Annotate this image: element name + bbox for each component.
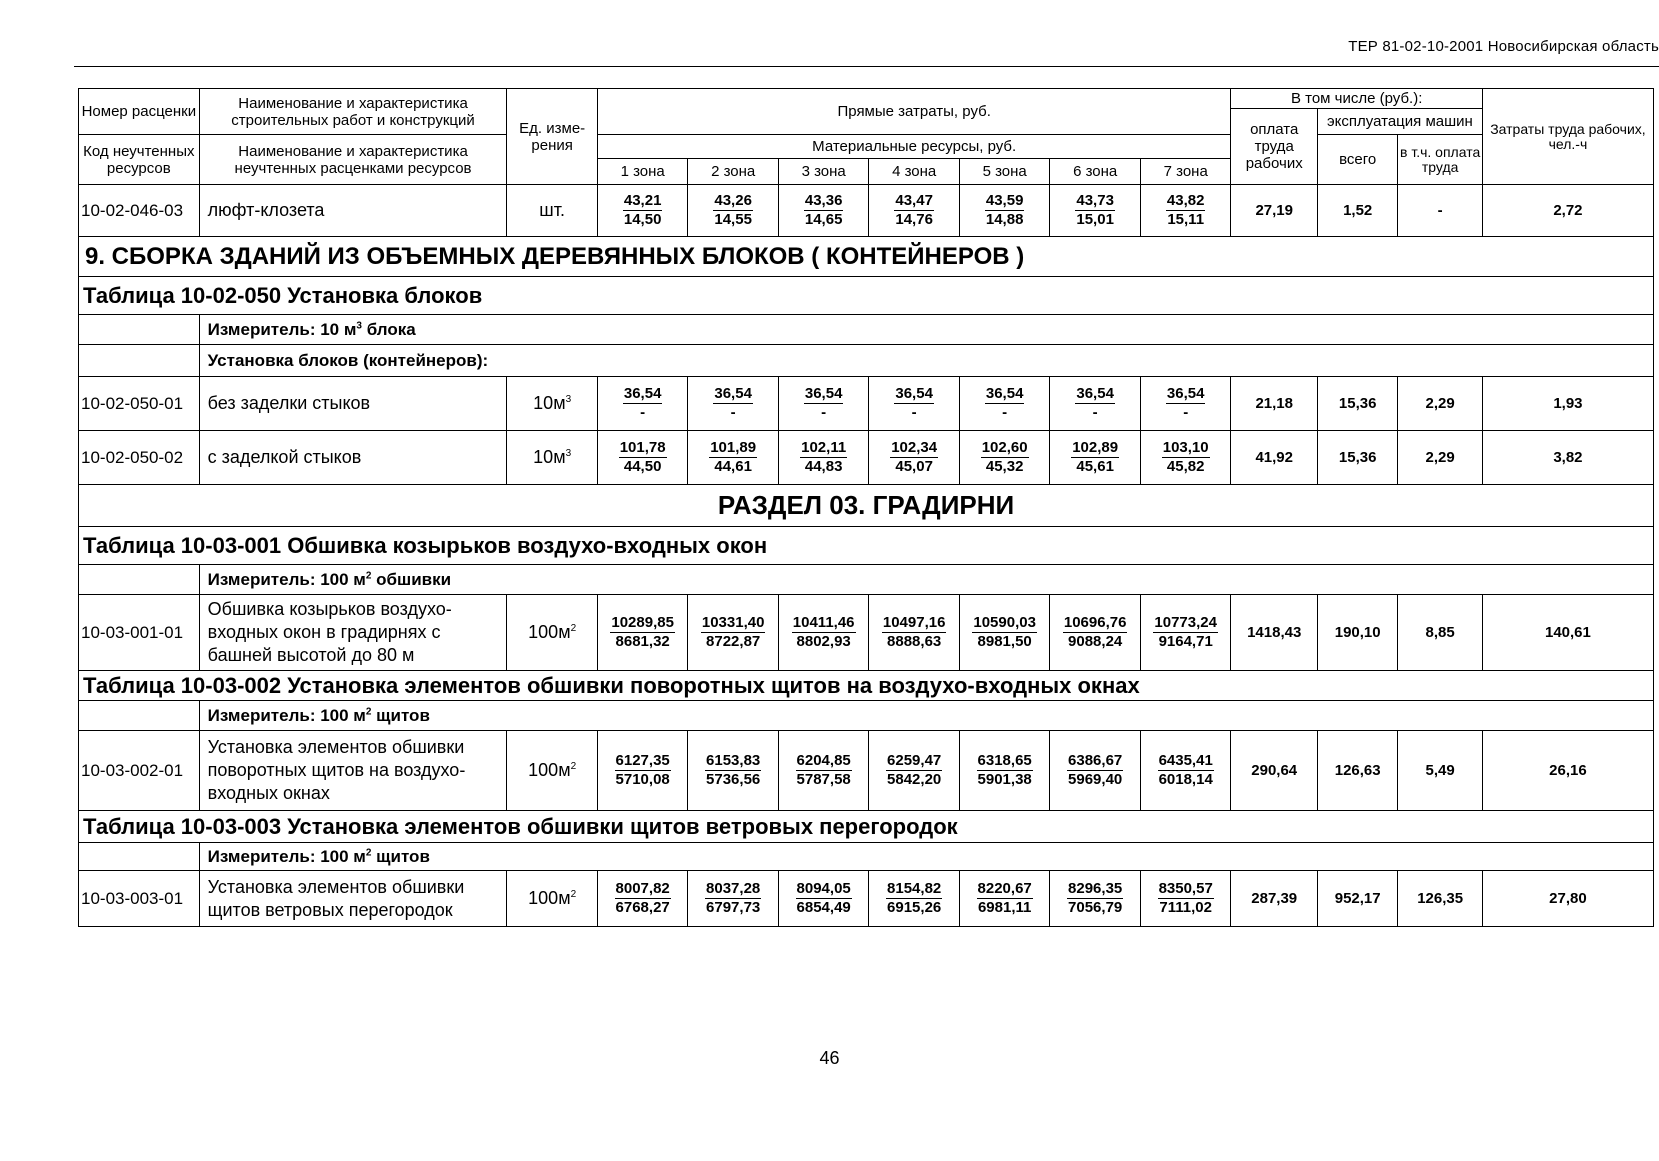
table-title: Таблица 10-03-001 Обшивка козырьков воздухо-входных окон — [79, 527, 1654, 565]
zone-header: 1 зона — [597, 159, 688, 185]
table-title-row — [79, 811, 1654, 843]
zone-price-total: 6435,41 — [1158, 752, 1213, 769]
zone-price-materials: 8722,87 — [706, 633, 761, 650]
zone-price-materials: 14,76 — [895, 211, 933, 228]
rate-code: 10-02-050-02 — [79, 431, 200, 485]
zone-price-total: 8007,82 — [615, 880, 670, 897]
including-header: В том числе (руб.): — [1231, 89, 1482, 109]
zone-price-total: 10590,03 — [973, 614, 1036, 631]
zone-price-total: 8037,28 — [706, 880, 761, 897]
unit: $100м^2$ — [507, 731, 598, 811]
zone-price-total: 43,36 — [804, 192, 843, 209]
zone-price-materials: 45,07 — [895, 458, 933, 475]
zone-price-total: 6318,65 — [977, 752, 1032, 769]
empty-cell — [79, 701, 200, 731]
zone-price-total: 36,54 — [895, 385, 933, 402]
machine-labor: 5,49 — [1398, 731, 1482, 811]
zone-price-materials: 8802,93 — [796, 633, 851, 650]
labor-pay: 287,39 — [1231, 871, 1317, 927]
zone-price — [1050, 431, 1141, 485]
rates-table — [78, 88, 1654, 927]
zone-price-total: 43,26 — [714, 192, 752, 209]
empty-cell — [79, 345, 200, 377]
labor-pay: 21,18 — [1231, 377, 1317, 431]
machine-total: 15,36 — [1317, 377, 1397, 431]
table-row — [79, 731, 1654, 811]
zone-price-materials: 44,50 — [623, 458, 662, 475]
zone-price — [959, 871, 1050, 927]
header-rule — [74, 66, 1659, 67]
group-row — [79, 345, 1654, 377]
machine-total: 1,52 — [1317, 185, 1397, 237]
section-row — [79, 485, 1654, 527]
zone-price-materials: 15,01 — [1076, 211, 1114, 228]
table-title-row — [79, 527, 1654, 565]
zone-price — [869, 731, 960, 811]
work-name-header: Наименование и характеристика строительных работ и конструкций — [199, 89, 507, 135]
zone-price — [778, 431, 869, 485]
labor-pay: 290,64 — [1231, 731, 1317, 811]
machine-labor: 126,35 — [1398, 871, 1482, 927]
zone-price-materials: 5901,38 — [977, 771, 1032, 788]
zone-header: 4 зона — [869, 159, 960, 185]
table-title: Таблица 10-03-002 Установка элементов обшивки поворотных щитов на воздухо-входных окнах — [79, 671, 1654, 701]
direct-costs-header: Прямые затраты, руб. — [597, 89, 1231, 135]
table-row — [79, 431, 1654, 485]
page-number: 46 — [819, 1048, 840, 1068]
zone-price — [1140, 731, 1231, 811]
machine-labor-header: в т.ч. оплата труда — [1398, 135, 1482, 185]
measure-row — [79, 843, 1654, 871]
zone-price-materials: 14,65 — [804, 211, 843, 228]
labor-pay: 27,19 — [1231, 185, 1317, 237]
resource-code-header: Код неучтенных ресурсов — [79, 135, 200, 185]
labor-hours: 27,80 — [1482, 871, 1653, 927]
zone-price — [597, 871, 688, 927]
labor-pay: 41,92 — [1231, 431, 1317, 485]
zone-price-total: 36,54 — [1076, 385, 1114, 402]
zone-price — [1050, 871, 1141, 927]
zone-price — [688, 377, 779, 431]
zone-price-total: 43,47 — [895, 192, 933, 209]
zone-price-materials: 9088,24 — [1068, 633, 1123, 650]
work-name: с заделкой стыков — [199, 431, 507, 485]
zone-price — [869, 431, 960, 485]
machine-total: 952,17 — [1317, 871, 1397, 927]
zone-price-total: 36,54 — [804, 385, 843, 402]
machine-total-header: всего — [1317, 135, 1397, 185]
zone-price-materials: 8888,63 — [887, 633, 942, 650]
labor-hours: 140,61 — [1482, 595, 1653, 671]
rate-code: 10-03-002-01 — [79, 731, 200, 811]
zone-price — [597, 185, 688, 237]
zone-price-materials: 7056,79 — [1068, 899, 1123, 916]
work-name: Обшивка козырьков воздухо-входных окон в градирнях с башней высотой до 80 м — [199, 595, 507, 671]
table-title-row — [79, 671, 1654, 701]
machine-total: 190,10 — [1317, 595, 1397, 671]
zone-price-materials: 5736,56 — [706, 771, 761, 788]
zone-price-total: 36,54 — [1166, 385, 1205, 402]
zone-price-total: 6153,83 — [706, 752, 761, 769]
group-label: Установка блоков (контейнеров): — [199, 345, 1653, 377]
machine-labor: - — [1398, 185, 1482, 237]
zone-price — [869, 377, 960, 431]
zone-price-total: 102,60 — [981, 439, 1028, 456]
measure-label: Измеритель: 10 $м^3$ блока — [199, 315, 1653, 345]
table-row — [79, 595, 1654, 671]
zone-price-materials: 6797,73 — [706, 899, 761, 916]
zone-price-total: 10289,85 — [611, 614, 674, 631]
zone-price-total: 36,54 — [985, 385, 1024, 402]
table-row — [79, 185, 1654, 237]
zone-price-materials: 8981,50 — [977, 633, 1032, 650]
zone-price — [1140, 595, 1231, 671]
rate-code: 10-02-046-03 — [79, 185, 200, 237]
zone-price-total: 43,59 — [985, 192, 1024, 209]
unit: $10м^3$ — [507, 431, 598, 485]
section-title: РАЗДЕЛ 03. ГРАДИРНИ — [79, 485, 1654, 527]
zone-price-materials: 15,11 — [1167, 211, 1205, 228]
zone-price — [1050, 731, 1141, 811]
empty-cell — [79, 843, 200, 871]
rate-code: 10-02-050-01 — [79, 377, 200, 431]
zone-price-total: 103,10 — [1162, 439, 1209, 456]
zone-price-materials: - — [1002, 404, 1008, 421]
zone-price — [778, 595, 869, 671]
table-title-row — [79, 277, 1654, 315]
section-title: 9. СБОРКА ЗДАНИЙ ИЗ ОБЪЕМНЫХ ДЕРЕВЯННЫХ БЛОКОВ ( КОНТЕЙНЕРОВ ) — [79, 237, 1654, 277]
zone-price-materials: 5969,40 — [1068, 771, 1123, 788]
measure-label: Измеритель: 100 $м^2$ обшивки — [199, 565, 1653, 595]
zone-price-total: 10331,40 — [701, 614, 765, 631]
zone-price — [869, 595, 960, 671]
zone-price — [959, 185, 1050, 237]
zone-price — [778, 871, 869, 927]
unit-header: Ед. изме-рения — [507, 89, 598, 185]
zone-price-materials: 6768,27 — [615, 899, 670, 916]
labor-hours: 1,93 — [1482, 377, 1653, 431]
measure-label: Измеритель: 100 $м^2$ щитов — [199, 843, 1653, 871]
zone-price-total: 36,54 — [623, 385, 662, 402]
zone-price — [1050, 185, 1141, 237]
empty-cell — [79, 565, 200, 595]
zone-header: 2 зона — [688, 159, 779, 185]
zone-price — [1140, 431, 1231, 485]
zone-price-total: 36,54 — [714, 385, 752, 402]
zone-price — [688, 871, 779, 927]
empty-cell — [79, 315, 200, 345]
zone-price-materials: 6915,26 — [887, 899, 942, 916]
zone-price-total: 43,82 — [1166, 192, 1205, 209]
zone-price-materials: 14,50 — [623, 211, 662, 228]
zone-price — [1050, 595, 1141, 671]
zone-price-total: 10696,76 — [1063, 614, 1127, 631]
zone-price-total: 10497,16 — [882, 614, 946, 631]
zone-price-materials: 6018,14 — [1158, 771, 1213, 788]
zone-price-materials: - — [1183, 404, 1189, 421]
machine-total: 15,36 — [1317, 431, 1397, 485]
header-row-1 — [79, 89, 1654, 109]
table-title: Таблица 10-02-050 Установка блоков — [79, 277, 1654, 315]
zone-price-materials: - — [911, 404, 917, 421]
zone-price — [869, 871, 960, 927]
rate-number-header: Номер расценки — [79, 89, 200, 135]
zone-price-materials: 6854,49 — [796, 899, 851, 916]
zone-price-total: 10773,24 — [1154, 614, 1217, 631]
rate-code: 10-03-003-01 — [79, 871, 200, 927]
machine-labor: 2,29 — [1398, 431, 1482, 485]
zone-price — [597, 431, 688, 485]
zone-price-materials: 14,55 — [714, 211, 752, 228]
zone-price — [869, 185, 960, 237]
zone-price — [597, 595, 688, 671]
zone-price — [778, 185, 869, 237]
zone-header: 5 зона — [959, 159, 1050, 185]
work-name: Установка элементов обшивки щитов ветровых перегородок — [199, 871, 507, 927]
zone-price-materials: 45,82 — [1166, 458, 1205, 475]
zone-price-materials: 44,83 — [804, 458, 843, 475]
zone-price-total: 8094,05 — [796, 880, 851, 897]
measure-label: Измеритель: 100 $м^2$ щитов — [199, 701, 1653, 731]
machine-labor: 8,85 — [1398, 595, 1482, 671]
zone-price — [778, 377, 869, 431]
table-row — [79, 377, 1654, 431]
labor-pay: 1418,43 — [1231, 595, 1317, 671]
zone-price-total: 10411,46 — [792, 614, 855, 631]
zone-price-materials: - — [1092, 404, 1098, 421]
work-name: Установка элементов обшивки поворотных щитов на воздухо-входных окнах — [199, 731, 507, 811]
zone-price-materials: 44,61 — [714, 458, 752, 475]
zone-price-total: 6259,47 — [887, 752, 942, 769]
zone-price — [959, 377, 1050, 431]
zone-price-materials: 8681,32 — [615, 633, 670, 650]
table-title: Таблица 10-03-003 Установка элементов обшивки щитов ветровых перегородок — [79, 811, 1654, 843]
zone-price — [959, 731, 1050, 811]
labor-hours: 2,72 — [1482, 185, 1653, 237]
zone-price-total: 102,11 — [801, 439, 847, 456]
zone-price — [597, 377, 688, 431]
zone-price-total: 8220,67 — [977, 880, 1032, 897]
zone-price-total: 102,34 — [891, 439, 938, 456]
zone-price-materials: - — [640, 404, 646, 421]
zone-price-total: 8296,35 — [1068, 880, 1123, 897]
zone-price-materials: 6981,11 — [977, 899, 1032, 916]
resource-name-header: Наименование и характеристика неучтенных расценками ресурсов — [199, 135, 507, 185]
labor-payment-header: оплата труда рабочих — [1231, 109, 1317, 185]
page-header: ТЕР 81-02-10-2001 Новосибирская область — [1348, 38, 1659, 55]
zone-price-total: 6127,35 — [615, 752, 670, 769]
work-name: люфт-клозета — [199, 185, 507, 237]
zone-price-total: 102,89 — [1072, 439, 1119, 456]
header-row-3 — [79, 135, 1654, 159]
zone-price-total: 8350,57 — [1158, 880, 1213, 897]
zone-price — [959, 431, 1050, 485]
zone-price-materials: 5710,08 — [615, 771, 670, 788]
unit: шт. — [507, 185, 598, 237]
zone-price-materials: 14,88 — [985, 211, 1024, 228]
section-row — [79, 237, 1654, 277]
measure-row — [79, 565, 1654, 595]
zone-price-total: 43,73 — [1076, 192, 1114, 209]
zone-price-total: 8154,82 — [887, 880, 942, 897]
unit: $100м^2$ — [507, 595, 598, 671]
zone-price — [597, 731, 688, 811]
work-name: без заделки стыков — [199, 377, 507, 431]
unit: $100м^2$ — [507, 871, 598, 927]
zone-price — [688, 185, 779, 237]
zone-price — [1140, 871, 1231, 927]
zone-price-materials: 5842,20 — [887, 771, 942, 788]
zone-price-total: 6204,85 — [796, 752, 851, 769]
zone-header: 7 зона — [1140, 159, 1231, 185]
zone-price — [959, 595, 1050, 671]
zone-price — [688, 731, 779, 811]
zone-header: 3 зона — [778, 159, 869, 185]
labor-costs-header: Затраты труда рабочих, чел.-ч — [1482, 89, 1653, 185]
machine-total: 126,63 — [1317, 731, 1397, 811]
zone-price — [1140, 377, 1231, 431]
labor-hours: 3,82 — [1482, 431, 1653, 485]
zone-price — [688, 595, 779, 671]
rate-code: 10-03-001-01 — [79, 595, 200, 671]
measure-row — [79, 315, 1654, 345]
zone-price-materials: - — [821, 404, 827, 421]
zone-price-total: 101,89 — [710, 439, 757, 456]
labor-hours: 26,16 — [1482, 731, 1653, 811]
zone-price-total: 6386,67 — [1068, 752, 1123, 769]
zone-price — [1140, 185, 1231, 237]
zone-price — [778, 731, 869, 811]
table-row — [79, 871, 1654, 927]
zone-price-materials: 9164,71 — [1158, 633, 1213, 650]
measure-row — [79, 701, 1654, 731]
zone-price — [688, 431, 779, 485]
zone-header: 6 зона — [1050, 159, 1141, 185]
zone-price-materials: 45,61 — [1076, 458, 1114, 475]
zone-price-total: 101,78 — [619, 439, 666, 456]
zone-price-total: 43,21 — [623, 192, 662, 209]
zone-price-materials: 7111,02 — [1159, 899, 1212, 916]
zone-price-materials: 45,32 — [985, 458, 1024, 475]
zone-price-materials: - — [730, 404, 736, 421]
material-resources-header: Материальные ресурсы, руб. — [597, 135, 1231, 159]
zone-price-materials: 5787,58 — [796, 771, 851, 788]
machine-labor: 2,29 — [1398, 377, 1482, 431]
unit: $10м^3$ — [507, 377, 598, 431]
zone-price — [1050, 377, 1141, 431]
machine-operation-header: эксплуатация машин — [1317, 109, 1482, 135]
